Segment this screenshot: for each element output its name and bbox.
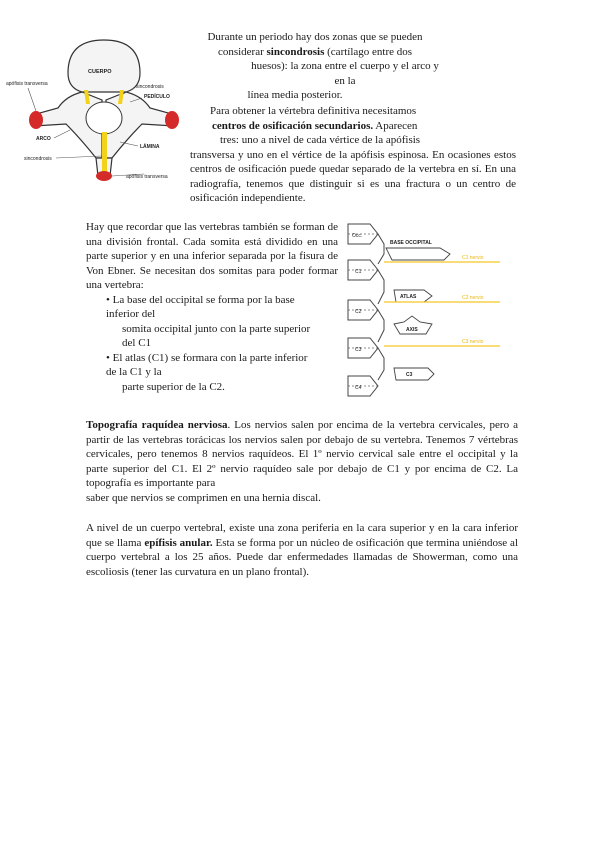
p4-text: . Los nervios salen por encima de la vertebra cervicales, pero a partir de las vertebras torácicas los nervios salen por debajo de su vertebra. Tenemos 7 vértebras cervicales, pero tenemos 8 nervios raquídeos. El 1º nervio cervical sale entre el occipital y la parte superior del C1. El 2º nervio raquídeo sale por debajo de C1 y por encima de C2. La topografía es importante para bbox=[86, 419, 518, 489]
paragraph-somitas bbox=[86, 220, 338, 394]
vertebral-canal bbox=[86, 102, 122, 134]
paragraph-sincondrosis bbox=[190, 30, 440, 103]
p3-bullet1c: somita occipital junto con la parte superior bbox=[122, 322, 311, 335]
ossification-center-spinous bbox=[96, 171, 112, 181]
p1-term-sincondrosis: sincondrosis bbox=[266, 45, 325, 58]
p3-bullet2b: de la C1 y la bbox=[106, 366, 162, 378]
p2-line3: tres: uno a nivel de cada vértice de la apófisis bbox=[220, 134, 421, 146]
label-arco: ARCO bbox=[36, 136, 51, 142]
p5-text2: Esta se forma por un núcleo de osificación que termina uniéndose al cuerpo vertebral a los 25 años. Puede dar enfermedades llamadas de Showerman, como una escoliosis (tener las curvatura en un plano frontal). bbox=[86, 536, 518, 578]
vertebra-ossification-figure bbox=[6, 18, 186, 188]
p3-bullet1d: del C1 bbox=[122, 337, 152, 349]
c3-shape bbox=[394, 368, 434, 380]
p3-text: Hay que recordar que las vertebras también se forman de una división frontal. Cada somita está dividido en una parte superior y en una inferior separada por la fisura de Von Ebner. Se necesitan dos somitas para poder formar una vertebra: bbox=[86, 221, 338, 291]
label-apofisis-der: apófisis transversa bbox=[126, 174, 168, 180]
label-sincondrosis-inf: sincondrosis bbox=[24, 156, 52, 162]
label-nervio-c1: C1 nervio bbox=[462, 255, 484, 261]
p1-line4: línea media posterior. bbox=[247, 89, 343, 101]
label-pediculo: PEDÍCULO bbox=[144, 94, 170, 100]
p3-bullet2a: • El atlas (C1) se formara con la parte inferior bbox=[106, 351, 308, 364]
somite-nerve-figure bbox=[340, 218, 520, 403]
label-apofisis-izq: apófisis transversa bbox=[6, 81, 48, 87]
base-occipital-shape bbox=[386, 248, 450, 260]
p5-text1: A nivel de un cuerpo vertebral, existe una zona periferia en la cara superior y en la cara inferior que se llama bbox=[86, 522, 518, 549]
vertebral-body bbox=[68, 40, 140, 92]
p1-line2c: (cartílago entre dos bbox=[324, 45, 413, 58]
label-c3: C3 bbox=[355, 347, 362, 353]
p3-bullet1b: inferior del bbox=[106, 308, 156, 320]
synchondrosis-posterior bbox=[102, 132, 107, 172]
paragraph-topografia bbox=[86, 418, 518, 491]
p4-title: Topografía raquídea nerviosa bbox=[86, 419, 228, 431]
p2-line4: transversa y uno en el vértice de la apófisis espinosa. En ocasiones estos centros de osificación puede quedar separado de la vertebra en sí. En una radiografía, tenemos que distinguir si es una fractura o un centro de osificación independiente. bbox=[190, 148, 516, 204]
ossification-center-left bbox=[29, 111, 43, 129]
label-occ: Occ. bbox=[352, 233, 363, 239]
p3-bullet2c: parte superior de la C2. bbox=[122, 380, 225, 393]
label-base-occipital: BASE OCCIPITAL bbox=[390, 240, 432, 246]
label-lamina: LÁMINA bbox=[140, 144, 160, 150]
label-atlas: ATLAS bbox=[400, 294, 417, 300]
p2-term-centros: centros de osificación secundarios. bbox=[212, 119, 374, 132]
p2-line2b: Aparecen bbox=[373, 119, 418, 132]
label-c2: C2 bbox=[355, 309, 362, 315]
label-axis: AXIS bbox=[406, 327, 418, 333]
p1-line3: huesos): la zona entre el cuerpo y el arco y en la bbox=[251, 60, 439, 87]
ossification-center-right bbox=[165, 111, 179, 129]
p4-last-line: saber que nervios se comprimen en una hernia discal. bbox=[86, 492, 321, 504]
paragraph-epifisis bbox=[86, 521, 518, 579]
p3-bullet1a: • La base del occipital se forma por la base bbox=[106, 293, 295, 306]
label-c1: C1 bbox=[355, 269, 362, 275]
label-cuerpo: CUERPO bbox=[88, 69, 112, 75]
p5-term-epifisis: epífisis anular. bbox=[144, 536, 213, 549]
label-c3-vertebra: C3 bbox=[406, 372, 413, 378]
label-c4: C4 bbox=[355, 385, 362, 391]
label-nervio-c3: C3 nervio bbox=[462, 339, 484, 345]
label-nervio-c2: C2 nervio bbox=[462, 295, 484, 301]
paragraph-centros-osificacion bbox=[190, 104, 516, 206]
p1-line2a: considerar bbox=[217, 45, 267, 58]
label-sincondrosis-sup: sincondrosis bbox=[136, 84, 164, 90]
p2-line1: Para obtener la vértebra definitiva necesitamos bbox=[210, 105, 417, 117]
p1-line1: Durante un periodo hay dos zonas que se pueden bbox=[207, 31, 423, 43]
